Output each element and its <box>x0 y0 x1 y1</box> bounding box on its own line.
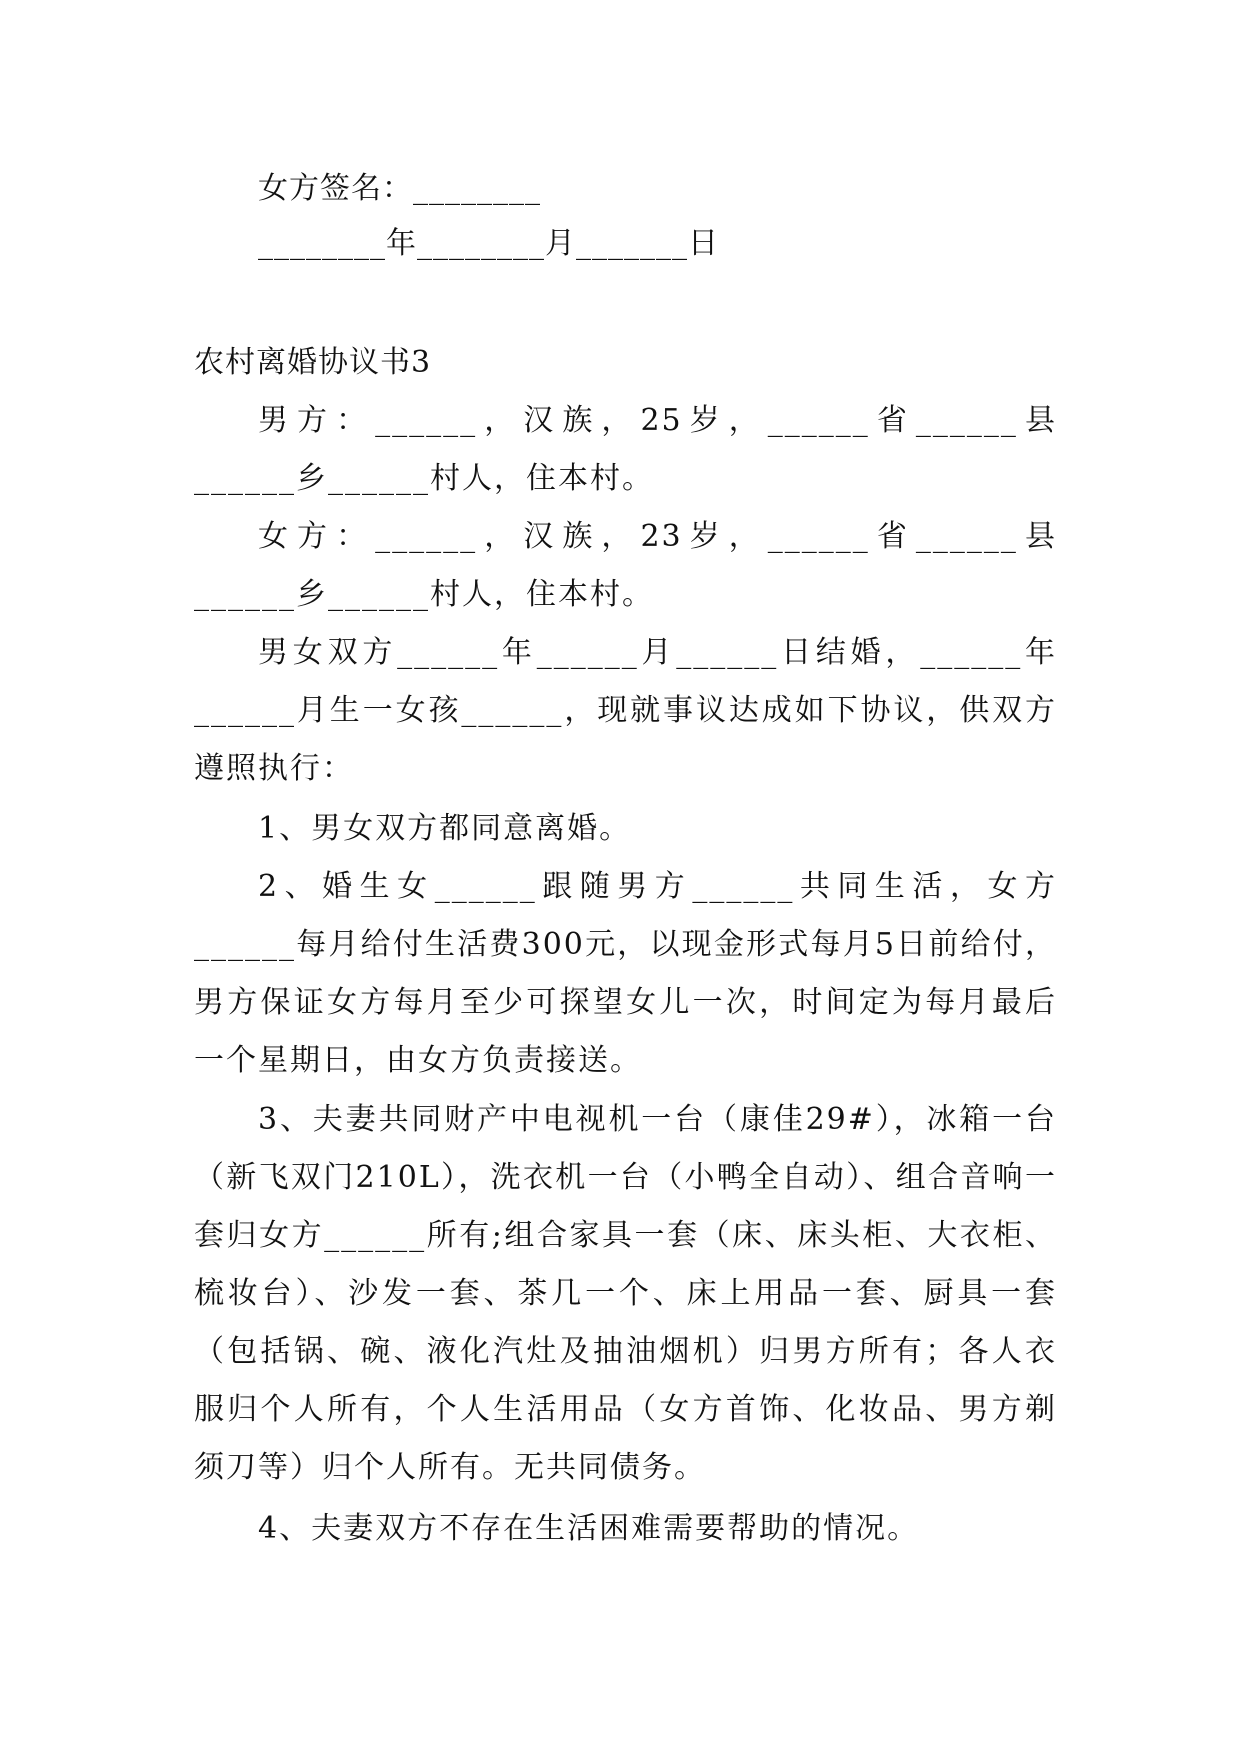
agreement-item-1: 1、男女双方都同意离婚。 <box>258 811 632 846</box>
document-title: 农村离婚协议书3 <box>194 345 432 380</box>
female-signature-line: 女方签名：________ <box>258 171 541 206</box>
signature-date-line: ________年________月_______日 <box>258 226 719 261</box>
paragraph-male-party: 男方：______，汉族，25岁，______省______县______乡______村人，住本村。 <box>194 403 1057 496</box>
agreement-item-2: 2、婚生女______跟随男方______共同生活，女方______每月给付生活费300元，以现金形式每月5日前给付，男方保证女方每月至少可探望女儿一次，时间定为每月最后一个星期日，由女方负责接送。 <box>194 869 1057 1078</box>
paragraph-female-party: 女方：______，汉族，23岁，______省______县______乡______村人，住本村。 <box>194 519 1057 612</box>
agreement-item-3: 3、夫妻共同财产中电视机一台（康佳29#），冰箱一台（新飞双门210L），洗衣机一台（小鸭全自动）、组合音响一套归女方______所有;组合家具一套（床、床头柜、大衣柜、梳妆台）、沙发一套、茶几一个、床上用品一套、厨具一套（包括锅、碗、液化汽灶及抽油烟机）归男方所有；各人衣服归个人所有，个人生活用品（女方首饰、化妆品、男方剃须刀等）归个人所有。无共同债务。 <box>194 1102 1057 1485</box>
agreement-item-4: 4、夫妻双方不存在生活困难需要帮助的情况。 <box>258 1511 920 1546</box>
paragraph-intro: 男女双方______年______月______日结婚，______年______月生一女孩______，现就事议达成如下协议，供双方遵照执行： <box>194 635 1057 786</box>
